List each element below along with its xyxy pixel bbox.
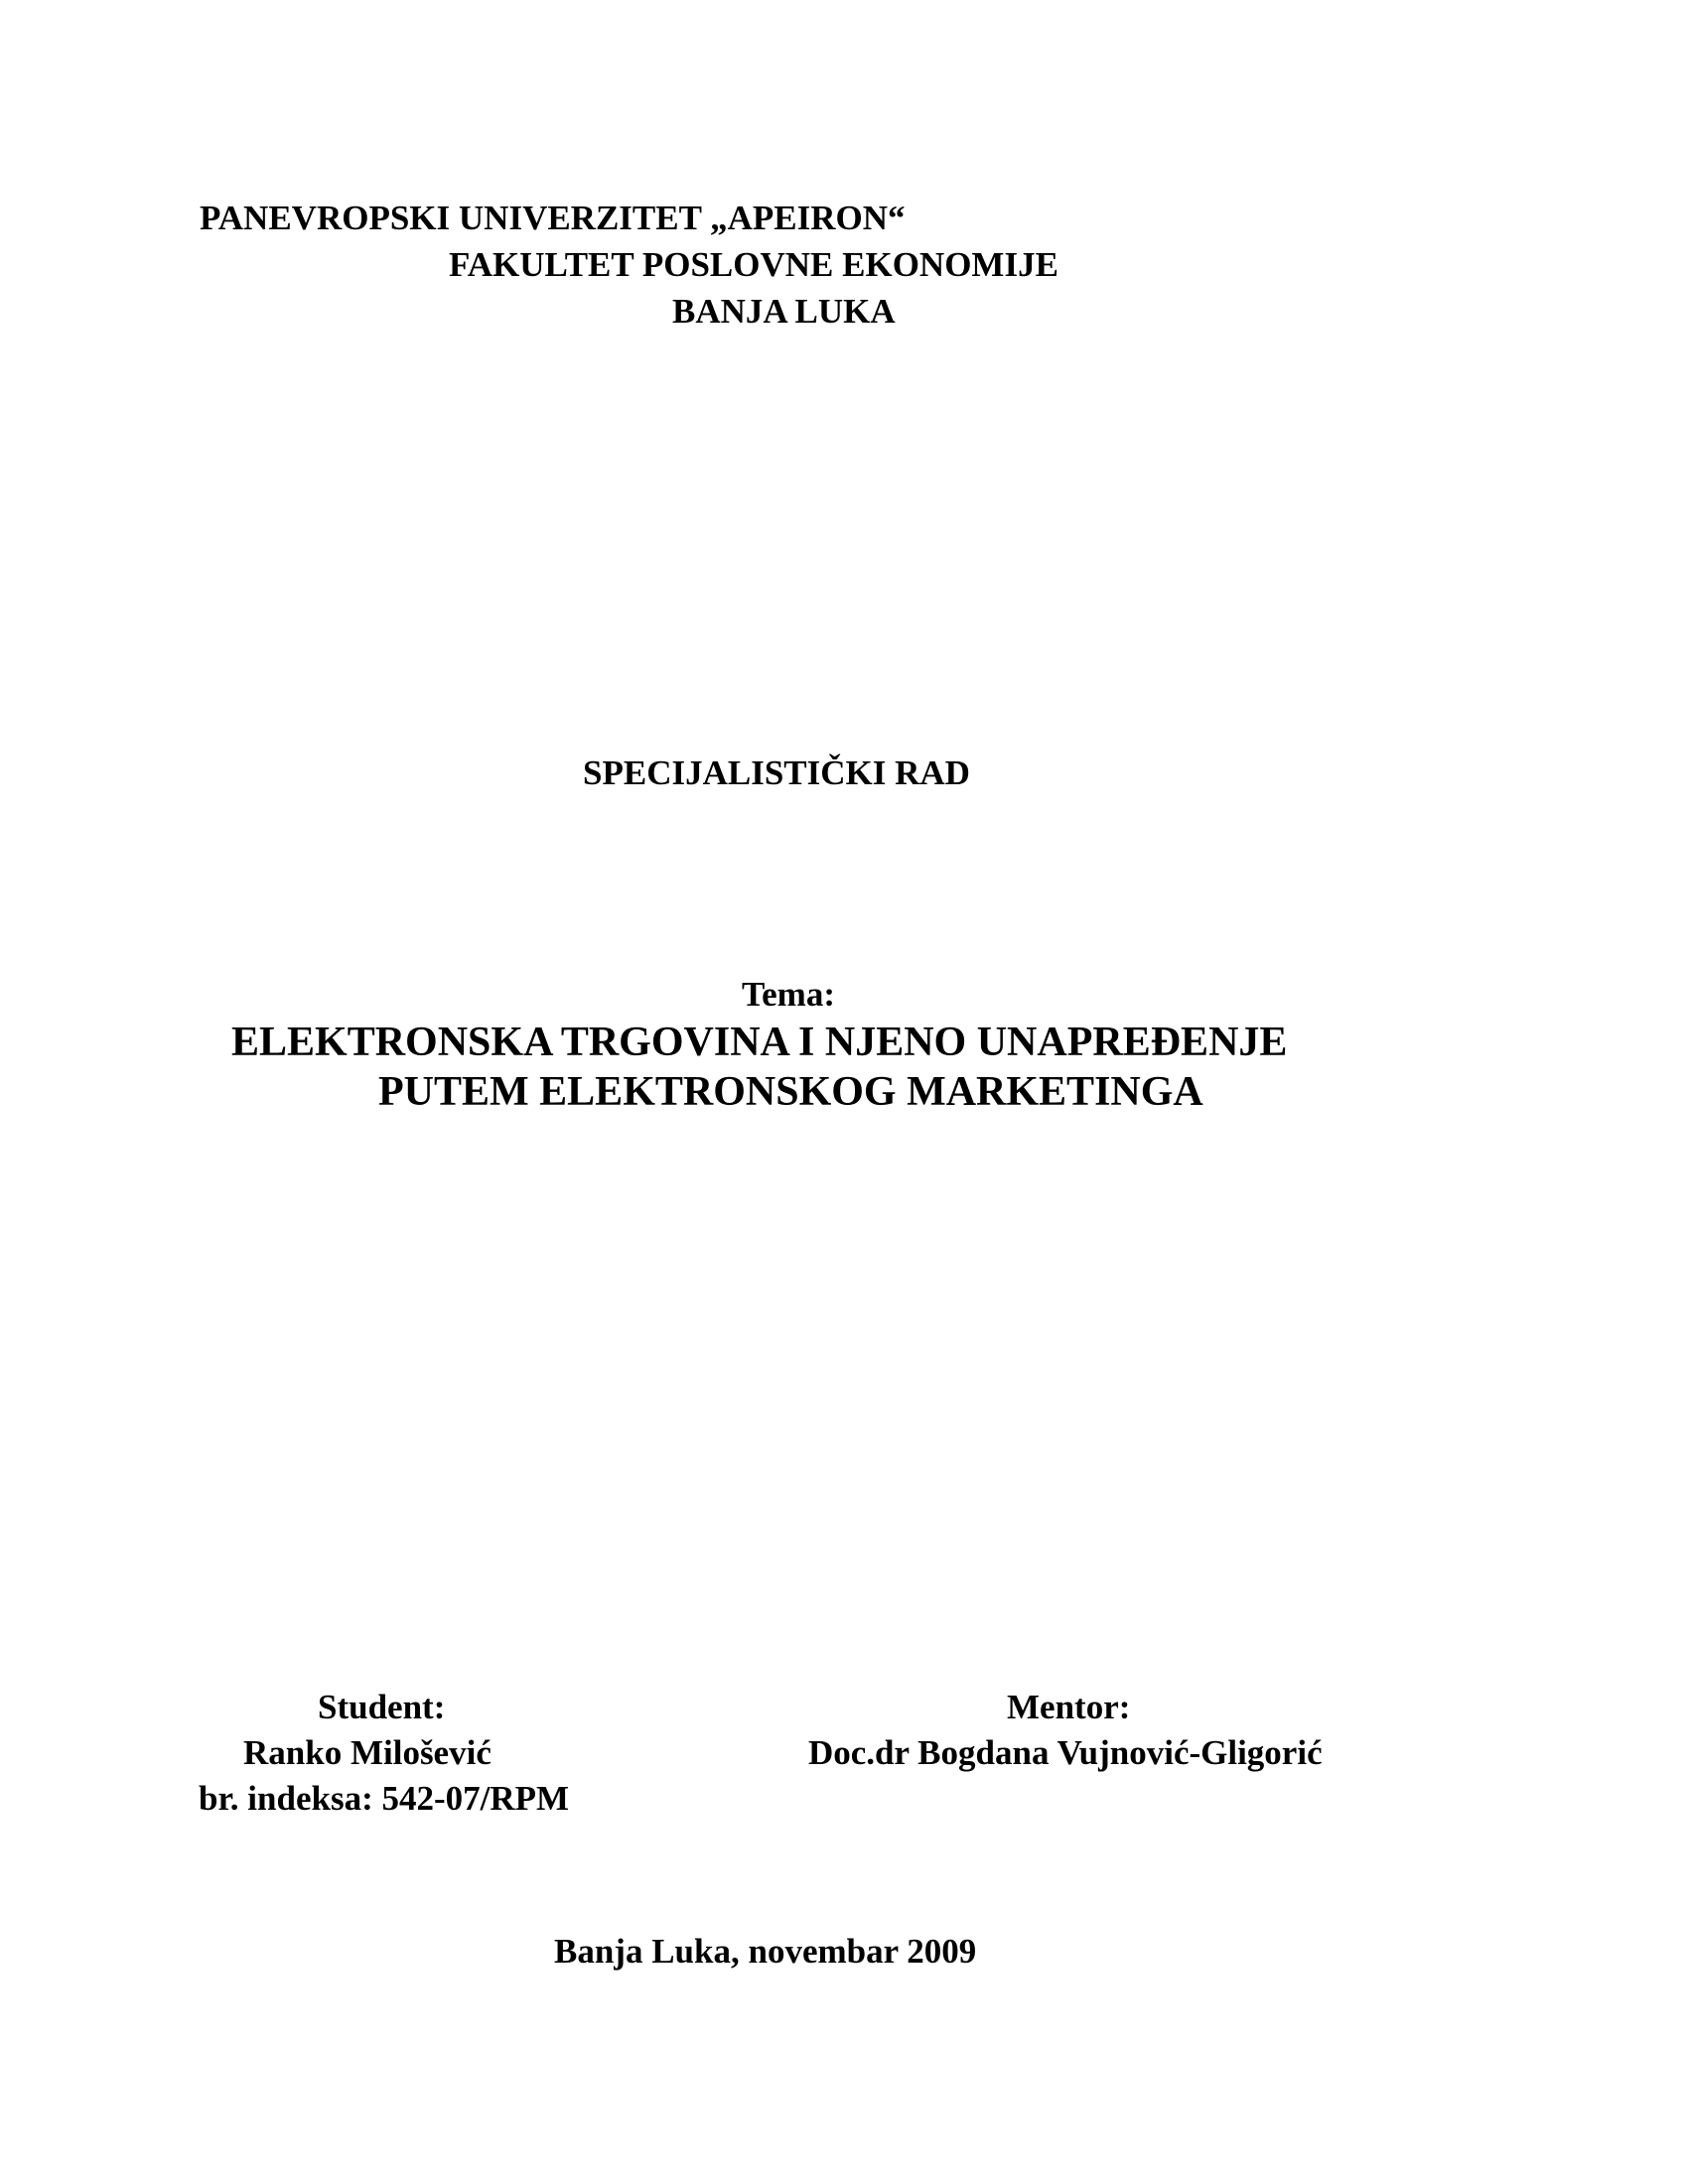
document-type: SPECIJALISTIČKI RAD <box>583 753 970 792</box>
faculty-name: FAKULTET POSLOVNE EKONOMIJE <box>449 245 1058 284</box>
student-index: br. indeksa: 542-07/RPM <box>199 1779 570 1818</box>
mentor-label: Mentor: <box>1007 1688 1131 1726</box>
student-name: Ranko Milošević <box>243 1733 492 1772</box>
topic-title-line-2: PUTEM ELEKTRONSKOG MARKETINGA <box>378 1069 1203 1115</box>
topic-label: Tema: <box>742 975 835 1014</box>
city-name: BANJA LUKA <box>672 292 896 331</box>
university-name: PANEVROPSKI UNIVERZITET „APEIRON“ <box>200 199 906 237</box>
place-date: Banja Luka, novembar 2009 <box>554 1932 977 1971</box>
mentor-name: Doc.dr Bogdana Vujnović-Gligorić <box>808 1733 1323 1772</box>
topic-title-line-1: ELEKTRONSKA TRGOVINA I NJENO UNAPREĐENJE <box>231 1020 1288 1065</box>
student-label: Student: <box>318 1688 446 1726</box>
